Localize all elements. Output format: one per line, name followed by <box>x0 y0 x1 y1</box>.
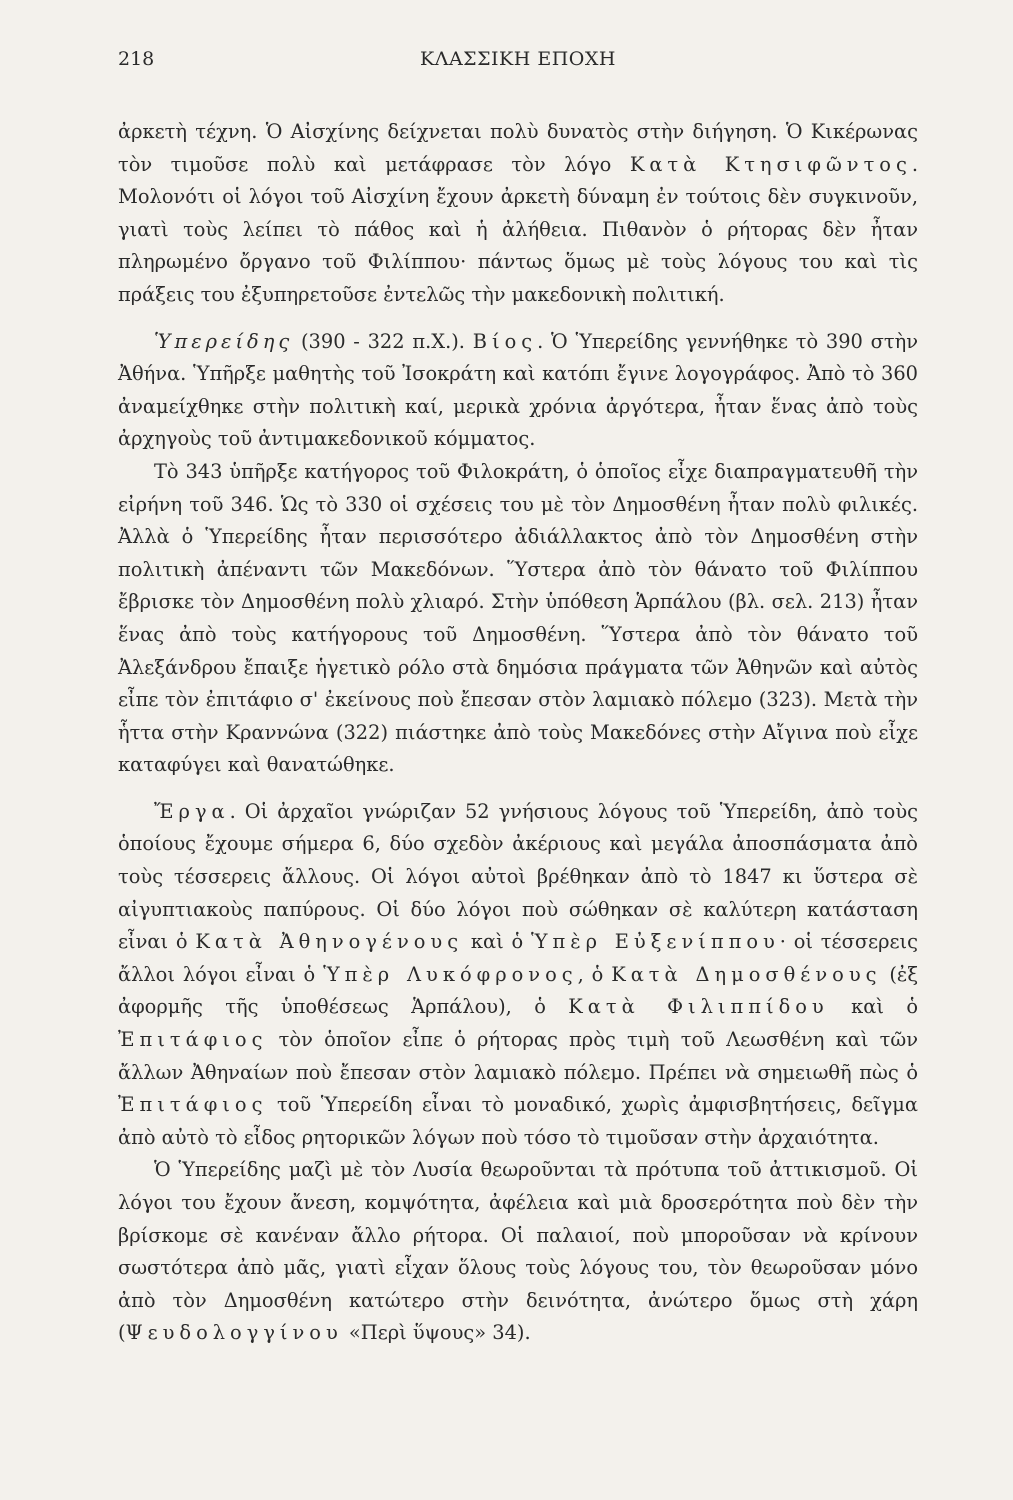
spaced-title: Κατὰ Κτησιφῶντος <box>629 152 912 176</box>
text-span: καὶ ὁ <box>828 995 919 1019</box>
paragraph-hypereides-bio <box>118 326 918 456</box>
text-span: τὸν ὁποῖον εἶπε ὁ ρήτορας πρὸς τιμὴ τοῦ Λεωσθένη καὶ τῶν ἄλλων Ἀθηναίων ποὺ ἔπεσαν στὸν λαμιακὸ πόλεμο. Πρέπει νὰ σημειωθῆ πὼς ὁ <box>118 1028 918 1084</box>
spaced-title: Κατὰ Ἀθηνογένους <box>195 930 464 954</box>
text-span: (390 - 322 π.Χ.). <box>293 329 473 353</box>
text-span: «Περὶ ὕψους» 34). <box>342 1321 531 1345</box>
text-span: καὶ ὁ <box>463 930 531 954</box>
spaced-title: Ἐπιτάφιος <box>118 1093 268 1117</box>
page-header <box>118 48 918 88</box>
text-span: Τὸ 343 ὑπῆρξε κατήγορος τοῦ Φιλοκράτη, ὁ ὁποῖος εἶχε διαπραγματευθῆ τὴν εἰρήνη τοῦ 346. Ὡς τὸ 330 οἱ σχέσεις του μὲ τὸν Δημοσθένη ἦταν πολὺ φιλικές. Ἀλλὰ ὁ Ὑπερείδης ἦταν περισσότερο ἀδιάλλακτος ἀπὸ τὸν Δημοσθένη στὴν πολιτικὴ ἀπέναντι τῶν Μακεδόνων. Ὕστερα ἀπὸ τὸν θάνατο τοῦ Φιλίππου ἔβρισκε τὸν Δημοσθένη πολὺ χλιαρό. Στὴν ὑπόθεση Ἁρπάλου (βλ. σελ. 213) ἦταν ἕνας ἀπὸ τοὺς κατήγορους τοῦ Δημοσθένη. Ὕστερα ἀπὸ τὸν θάνατο τοῦ Ἀλεξάνδρου ἔπαιξε ἡγετικὸ ρόλο στὰ δημόσια πράγματα τῶν Ἀθηνῶν καὶ αὐτὸς εἶπε τὸν ἐπιτάφιο σ' ἐκείνους ποὺ ἔπεσαν στὸν λαμιακὸ πόλεμο (323). Μετὰ τὴν ἧττα στὴν Κραννώνα (322) πιάστηκε ἀπὸ τοὺς Μακεδόνες στὴν Αἴγινα ποὺ εἶχε καταφύγει καὶ θανατώθηκε. <box>118 459 918 777</box>
text-span: · οἱ τέσσερεις ἄλλοι λόγοι εἶναι ὁ <box>118 930 919 986</box>
paragraph-aeschines-end <box>118 116 918 312</box>
text-span: . Ὁ Ὑπερείδης γεννήθηκε τὸ 390 στὴν Ἀθήνα. Ὑπῆρξε μαθητὴς τοῦ Ἰσοκράτη καὶ κατόπι ἔγινε λογογράφος. Ἀπὸ τὸ 360 ἀναμείχθηκε στὴν πολιτικὴ καί, μερικὰ χρόνια ἀργότερα, ἦταν ἕνας ἀπὸ τοὺς ἀρχηγοὺς τοῦ ἀντιμακεδονικοῦ κόμματος. <box>118 329 919 451</box>
spaced-title: Ἐπιτάφιος <box>118 1028 268 1052</box>
spaced-label: Βίος <box>472 329 538 353</box>
spaced-label: Ἔργα <box>154 799 230 823</box>
page <box>118 48 918 1350</box>
section-heading-name: Ὑπερείδης <box>154 329 294 353</box>
text-span: (ἐξ ἀφορμῆς τῆς ὑποθέσεως Ἁρπάλου), ὁ <box>118 962 918 1019</box>
paragraph-hypereides-style <box>118 1154 918 1350</box>
text-span: . Οἱ ἀρχαῖοι γνώριζαν 52 γνήσιους λόγους τοῦ Ὑπερείδη, ἀπὸ τοὺς ὁποίους ἔχουμε σήμερα 6, δύο σχεδὸν ἀκέριους καὶ μεγάλα ἀποσπάσματα ἀπὸ τοὺς τέσσερεις ἄλλους. Οἱ λόγοι αὐτοὶ βρέθηκαν ἀπὸ τὸ 1847 κι ὕστερα σὲ αἰγυπτιακοὺς παπύρους. Οἱ δύο λόγοι ποὺ σώθηκαν σὲ καλύτερη κατάσταση εἶναι ὁ <box>118 799 918 954</box>
paragraph-hypereides-works <box>118 796 918 1155</box>
spaced-title: Ὑπὲρ Εὐξενίππου <box>530 930 780 954</box>
spaced-author: Ψευδολογγίνου <box>125 1321 343 1345</box>
text-span: Ὁ Ὑπερείδης μαζὶ μὲ τὸν Λυσία θεωροῦνται τὰ πρότυπα τοῦ ἀττικισμοῦ. Οἱ λόγοι του ἔχουν ἄνεση, κομψότητα, ἀφέλεια καὶ μιὰ δροσερότητα ποὺ δὲν τὴν βρίσκομε σὲ κανέναν ἄλλο ρήτορα. Οἱ παλαιοί, ποὺ μποροῦσαν νὰ κρίνουν σωστότερα ἀπὸ μᾶς, γιατὶ εἶχαν ὅλους τοὺς λόγους του, τὸν θεωροῦσαν μόνο ἀπὸ τὸν Δημοσθένη κατώτερο στὴν δεινότητα, ἀνώτερο ὅμως στὴ χάρη ( <box>118 1158 918 1345</box>
text-span: , ὁ <box>577 962 612 986</box>
text-span: . Μολονότι οἱ λόγοι τοῦ Αἰσχίνη ἔχουν ἀρκετὴ δύναμη ἐν τούτοις δὲν συγκινοῦν, γιατὶ τοὺς λείπει τὸ πάθος καὶ ἡ ἀλήθεια. Πιθανὸν ὁ ρήτορας δὲν ἦταν πληρωμένο ὄργανο τοῦ Φιλίππου· πάντως ὅμως μὲ τοὺς λόγους του καὶ τὶς πράξεις του ἐξυπηρετοῦσε ἐντελῶς τὴν μακεδονικὴ πολιτική. <box>118 152 918 306</box>
running-head: ΚΛΑΣΣΙΚΗ ΕΠΟΧΗ <box>420 48 616 70</box>
body-text <box>118 116 918 1350</box>
spaced-title: Κατὰ Δημοσθένους <box>611 962 882 986</box>
page-number: 218 <box>118 48 155 70</box>
spaced-title: Ὑπὲρ Λυκόφρονος <box>323 962 578 986</box>
text-span: ἀρκετὴ τέχνη. Ὁ Αἰσχίνης δείχνεται πολὺ δυνατὸς στὴν διήγηση. Ὁ Κικέρωνας τὸν τιμοῦσε πολὺ καὶ μετάφρασε τὸν λόγο <box>118 120 918 176</box>
paragraph-hypereides-politics <box>118 456 918 782</box>
text-span: τοῦ Ὑπερείδη εἶναι τὸ μοναδικό, χωρὶς ἀμφισβητήσεις, δεῖγμα ἀπὸ αὐτὸ τὸ εἶδος ρητορικῶν λόγων ποὺ τόσο τὸ τιμοῦσαν στὴν ἀρχαιότητα. <box>118 1093 918 1149</box>
spaced-title: Κατὰ Φιλιππίδου <box>568 995 829 1019</box>
